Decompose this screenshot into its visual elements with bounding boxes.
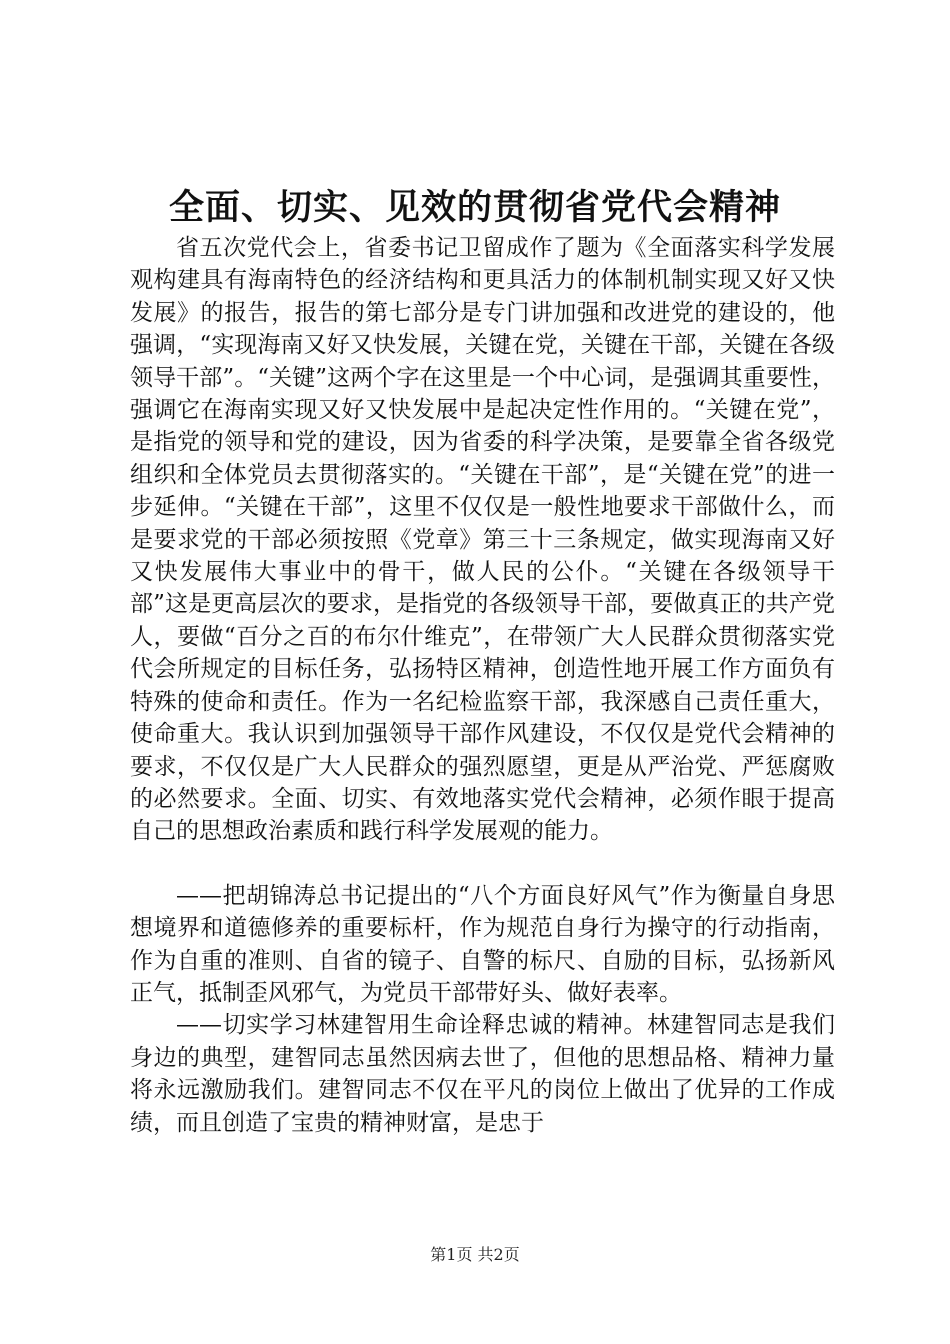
- paragraph-spacer: [130, 848, 835, 880]
- paragraph-1: 省五次党代会上，省委书记卫留成作了题为《全面落实科学发展观构建具有海南特色的经济结构和更具活力的体制机制实现又好又快发展》的报告，报告的第七部分是专门讲加强和改进党的建设的，他强调，“实现海南又好又快发展，关键在党，关键在干部，关键在各级领导干部”。“关键”这两个字在这里是一个中心词，是强调其重要性，强调它在海南实现又好又快发展中是起决定性作用的。“关键在党”，是指党的领导和党的建设，因为省委的科学决策，是要靠全省各级党组织和全体党员去贯彻落实的。“关键在干部”，是“关键在党”的进一步延伸。“关键在干部”，这里不仅仅是一般性地要求干部做什么，而是要求党的干部必须按照《党章》第三十三条规定，做实现海南又好又快发展伟大事业中的骨干，做人民的公仆。“关键在各级领导干部”这是更高层次的要求，是指党的各级领导干部，要做真正的共产党人，要做“百分之百的布尔什维克”，在带领广大人民群众贯彻落实党代会所规定的目标任务，弘扬特区精神，创造性地开展工作方面负有特殊的使命和责任。作为一名纪检监察干部，我深感自己责任重大，使命重大。我认识到加强领导干部作风建设，不仅仅是党代会精神的要求，不仅仅是广大人民群众的强烈愿望，更是从严治党、严惩腐败的必然要求。全面、切实、有效地落实党代会精神，必须作眼于提高自己的思想政治素质和践行科学发展观的能力。: [130, 235, 835, 845]
- document-title: 全面、切实、见效的贯彻省党代会精神: [168, 188, 781, 228]
- document-body: [130, 232, 835, 1139]
- paragraph-3: ——切实学习林建智用生命诠释忠诚的精神。林建智同志是我们身边的典型，建智同志虽然因病去世了，但他的思想品格、精神力量将永远激励我们。建智同志不仅在平凡的岗位上做出了优异的工作成绩，而且创造了宝贵的精神财富，是忠于: [130, 1012, 835, 1136]
- paragraph-2: ——把胡锦涛总书记提出的“八个方面良好风气”作为衡量自身思想境界和道德修养的重要标杆，作为规范自身行为操守的行动指南，作为自重的准则、自省的镜子、自警的标尺、自励的目标，弘扬新风正气，抵制歪风邪气，为党员干部带好头、做好表率。: [130, 882, 835, 1006]
- page-number-footer: 第1页 共2页: [430, 1245, 520, 1264]
